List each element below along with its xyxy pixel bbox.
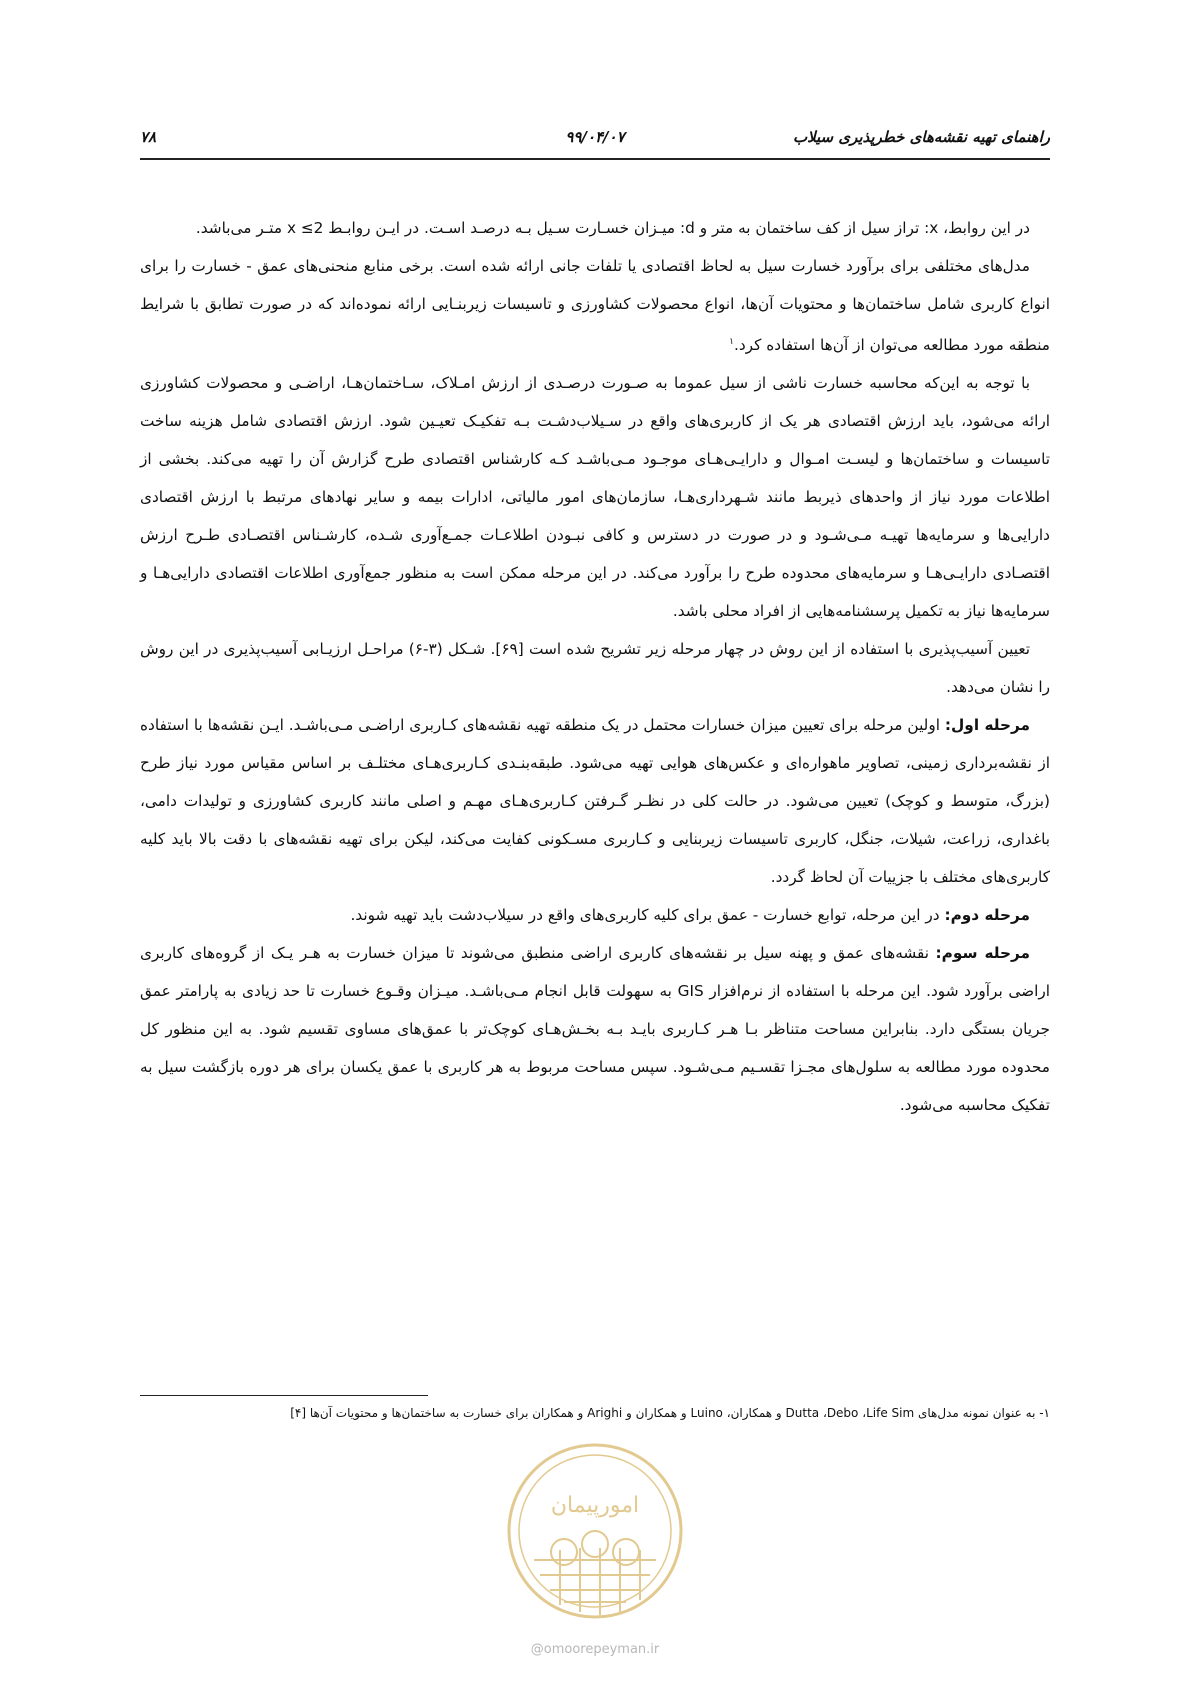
step-3-paragraph [140,934,1050,1124]
footnote: ۱- به عنوان نمونه مدل‌های Dutta ،Debo ،Life Sim و همکاران، Luino و همکاران و Arighi و همکاران برای خسارت به ساختمان‌ها و محتویات آن‌ها [۴] [290,1406,1050,1420]
header-rule [140,158,1050,160]
page-number: ۷۸ [140,128,157,146]
step-1-paragraph [140,706,1050,896]
paragraph-relations: در این روابط، x: تراز سیل از کف ساختمان به متر و d: میـزان خسـارت سـیل بـه درصـد اسـت. در ایـن روابـط x ≤2 متـر می‌باشد. [195,219,1030,237]
step-3-text: نقشه‌های عمق و پهنه سیل بر نقشه‌های کاربری اراضی منطبق می‌شوند تا میزان خسارت به هـر یـک از گروه‌های کاربری اراضی برآورد شود. این مرحله با استفاده از نرم‌افزار GIS به سهولت قابل انجام مـی‌باشـد. میـزان وقـوع خسارت تا حد زیادی به پارامتر عمق جریان بستگی دارد. بنابراین مساحت متناظر بـا هـر کـاربری بایـد بـه بخـش‌هـای کوچک‌تر با عمق‌های مساوی تقسیم شود. به این منظور کل محدوده مورد مطالعه به سلول‌های مجـزا تقسـیم مـی‌شـود. سپس مساحت مربوط به هر کاربری با عمق یکسان برای هر دوره بازگشت سیل به تفکیک محاسبه می‌شود. [140,944,1051,1115]
step-2-text: در این مرحله، توابع خسارت - عمق برای کلیه کاربری‌های واقع در سیلاب‌دشت باید تهیه شوند. [350,906,940,925]
watermark-logo [504,1440,686,1622]
paragraph-models [140,247,1050,364]
page-body [140,209,1050,1124]
header-date: ۹۹/۰۴/۰۷ [565,128,625,146]
footnote-ref: ۱ [729,337,734,347]
footnote-rule [140,1395,428,1396]
paragraph-vulnerability: تعیین آسیب‌پذیری با استفاده از این روش در چهار مرحله زیر تشریح شده است [۶۹]. شـکل (۳-۶) مراحـل ارزیـابی آسیب‌پذیری در این روش را نشان می‌دهد. [140,640,1050,697]
running-title: راهنمای تهیه نقشه‌های خطرپذیری سیلاب [792,128,1050,146]
step-3-label: مرحله سوم: [935,944,1030,963]
step-2-label: مرحله دوم: [944,906,1030,925]
page-header [140,128,1050,156]
step-1-label: مرحله اول: [944,716,1030,735]
step-1-text: اولین مرحله برای تعیین میزان خسارات محتمل در یک منطقه تهیه نقشه‌های کـاربری اراضـی مـی‌باشـد. ایـن نقشه‌ها با استفاده از نقشه‌برداری زمینی، تصاویر ماهواره‌ای و عکس‌های هوایی تهیه می‌شود. طبقه‌بنـدی کـاربری‌هـای مختلـف بر اساس مقیاس مورد نیاز طرح (بزرگ، متوسط و کوچک) تعیین می‌شود. در حالت کلی در نظـر گـرفتن کـاربری‌هـای مهـم و اصلی مانند کاربری کشاورزی و تولیدات دامی، باغداری، زراعت، شیلات، جنگل، کاربری تاسیسات زیربنایی و کـاربری مسـکونی کفایت می‌کند، لیکن برای تهیه نقشه‌های با دقت بالا باید کلیه کاربری‌های مختلف با جزییات آن لحاظ گردد. [140,716,1050,887]
paragraph-models-text: مدل‌های مختلفی برای برآورد خسارت سیل به لحاظ اقتصادی یا تلفات جانی ارائه شده است. برخی منابع منحنی‌های عمق - خسارت را برای انواع کاربری شامل ساختمان‌ها و محتویات آن‌ها، انواع محصولات کشاورزی و تاسیسات زیربنـایی ارائه نموده‌اند که در صورت تطابق با شرایط منطقه مورد مطالعه می‌توان از آن‌ها استفاده کرد. [140,257,1050,355]
watermark-site: @omoorepeyman.ir [530,1642,660,1657]
watermark-logo-text: امورپیمان [550,1493,640,1518]
step-2-paragraph [140,896,1050,934]
paragraph-economic-value: با توجه به این‌که محاسبه خسارت ناشی از سیل عموما به صـورت درصـدی از ارزش امـلاک، سـاختمان‌هـا، اراضـی و محصولات کشاورزی ارائه می‌شود، باید ارزش اقتصادی هر یک از کاربری‌های واقع در سـیلاب‌دشـت بـه تفکیـک تعیـین شود. ارزش اقتصادی شامل هزینه ساخت تاسیسات و ساختمان‌ها و لیسـت امـوال و دارایـی‌هـای موجـود مـی‌باشـد کـه کارشناس اقتصادی طرح گزارش آن را تهیه می‌کند. بخشی از اطلاعات مورد نیاز از واحدهای ذیربط مانند شـهرداری‌هـا، سازمان‌های امور مالیاتی، ادارات بیمه و سایر نهادهای مرتبط با ارزش اقتصادی دارایی‌ها و سرمایه‌ها تهیـه مـی‌شـود و در صورت در دسترس و کافی نبـودن اطلاعـات جمـع‌آوری شـده، کارشـناس اقتصـادی طـرح ارزش اقتصـادی دارایـی‌هـا و سرمایه‌های محدوده طرح را برآورد می‌کند. در این مرحله ممکن است به منظور جمع‌آوری اطلاعات اقتصادی دارایی‌هـا و سرمایه‌ها نیاز به تکمیل پرسشنامه‌هایی از افراد محلی باشد. [140,374,1050,621]
